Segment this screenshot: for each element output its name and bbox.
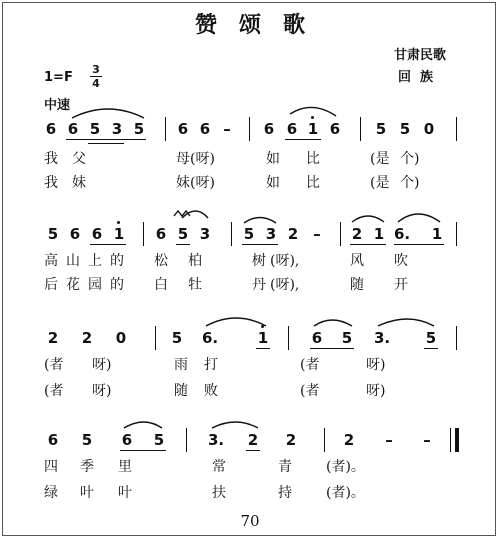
lyric: 的 [110, 253, 124, 269]
lyric: 后 [44, 277, 58, 293]
note: – [423, 431, 431, 449]
lyric: 绿 [44, 485, 58, 501]
note: 6 [67, 120, 79, 138]
note: 5 [133, 120, 145, 138]
lyric: 母(呀) [176, 151, 215, 167]
lyric: 园 [88, 277, 102, 293]
note: 6 [155, 225, 167, 243]
lyric: (者 [300, 383, 320, 399]
lyric: 季 [80, 459, 94, 475]
lyric: 呀) [92, 357, 112, 373]
lyric: 父 [72, 151, 86, 167]
note: 5 [399, 120, 411, 138]
lyric: 柏 [188, 253, 202, 269]
note: 2 [47, 329, 59, 347]
slur [206, 318, 266, 326]
note: 6 [69, 225, 81, 243]
lyric: 比 [306, 175, 320, 191]
meter-top: 3 [92, 63, 100, 76]
slur [398, 214, 440, 222]
slur [378, 319, 434, 326]
lyric: (者)。 [326, 485, 365, 501]
lyric: (是 [370, 175, 390, 191]
note: – [223, 120, 231, 138]
lyric: 妹(呀) [176, 175, 215, 191]
note: 6 [199, 120, 211, 138]
lyric: 呀) [92, 383, 112, 399]
lyric: 白 [154, 277, 168, 293]
lyric: 常 [212, 459, 226, 475]
note: 3 [199, 225, 211, 243]
note: – [385, 431, 393, 449]
note: 6 [311, 329, 323, 347]
lyric: 呀) [366, 383, 386, 399]
lyric: 里 [118, 459, 132, 475]
note: 5 [81, 431, 93, 449]
lyric: 开 [394, 277, 408, 293]
note: 6 [263, 120, 275, 138]
lyric: 风 [350, 253, 364, 269]
lyric: 雨 [174, 357, 188, 373]
lyric: 我 [44, 175, 58, 191]
note: 3. [208, 431, 225, 449]
slur [244, 218, 276, 224]
note: 0 [423, 120, 435, 138]
song-origin: 甘肃民歌 [394, 48, 447, 63]
lyric: 妹 [72, 175, 86, 191]
note: 3 [265, 225, 277, 243]
lyric: 打 [204, 357, 218, 373]
note: 1 [257, 329, 269, 347]
lyric: 花 [66, 277, 80, 293]
note: 5 [47, 225, 59, 243]
note: 1 [431, 225, 443, 243]
lyric: 败 [204, 383, 218, 399]
lyric: 树 [252, 253, 266, 269]
slur [212, 422, 258, 428]
lyric: (者 [300, 357, 320, 373]
song-title: 赞颂歌 [194, 12, 327, 38]
lyric: 个) [400, 151, 420, 167]
trill-mark [174, 211, 190, 216]
note: 5 [375, 120, 387, 138]
note: – [313, 225, 321, 243]
lyric: 个) [400, 175, 420, 191]
lyric: 呀) [366, 357, 386, 373]
lyric: 上 [88, 253, 102, 269]
meter-bottom: 4 [92, 77, 100, 90]
lyric: 叶 [118, 485, 132, 501]
lyric: 松 [154, 253, 168, 269]
note: 2 [81, 329, 93, 347]
note: 1 [307, 120, 319, 138]
note: 5 [341, 329, 353, 347]
note: 6. [202, 329, 219, 347]
song-ethnicity: 回 族 [398, 70, 434, 85]
note: 6 [177, 120, 189, 138]
note: 5 [153, 431, 165, 449]
note: 6 [286, 120, 298, 138]
slur [352, 216, 384, 222]
key-signature: 1=F [44, 70, 73, 85]
note: 2 [285, 431, 297, 449]
note: 1 [113, 225, 125, 243]
lyric: (是 [370, 151, 390, 167]
lyric: 持 [278, 485, 292, 501]
lyric: 扶 [212, 485, 226, 501]
lyric: 的 [110, 277, 124, 293]
note: 6 [121, 431, 133, 449]
lyric: 山 [66, 253, 80, 269]
note: 6 [91, 225, 103, 243]
note: 1 [373, 225, 385, 243]
lyric: 如 [266, 151, 280, 167]
note: 3. [374, 329, 391, 347]
lyric: 四 [44, 459, 58, 475]
note: 5 [425, 329, 437, 347]
note: 5 [89, 120, 101, 138]
tempo-marking: 中速 [44, 98, 71, 113]
lyric: 比 [306, 151, 320, 167]
note: 6 [45, 120, 57, 138]
lyric: (者 [44, 357, 64, 373]
note: 6. [394, 225, 411, 243]
lyric: 牡 [188, 277, 202, 293]
note: 0 [115, 329, 127, 347]
lyric: 丹 [252, 277, 266, 293]
note: 2 [247, 431, 259, 449]
note: 6 [47, 431, 59, 449]
lyric: (呀), [270, 253, 300, 269]
lyric: 高 [44, 253, 58, 269]
note: 5 [243, 225, 255, 243]
lyric: (呀), [270, 277, 300, 293]
lyric: 如 [266, 175, 280, 191]
note: 2 [343, 431, 355, 449]
lyric: (者 [44, 383, 64, 399]
lyric: 青 [278, 459, 292, 475]
lyric: 我 [44, 151, 58, 167]
note: 5 [177, 225, 189, 243]
lyric: 吹 [394, 253, 408, 269]
note: 3 [111, 120, 123, 138]
slur [72, 109, 144, 118]
lyric: 随 [350, 277, 364, 293]
slur [124, 422, 162, 428]
slur [314, 320, 352, 326]
note: 2 [287, 225, 299, 243]
note: 5 [171, 329, 183, 347]
note: 2 [351, 225, 363, 243]
note: 6 [329, 120, 341, 138]
lyric: 叶 [80, 485, 94, 501]
lyric: (者)。 [326, 459, 365, 475]
page-number: 70 [240, 512, 260, 530]
lyric: 随 [174, 383, 188, 399]
slur [290, 107, 336, 116]
